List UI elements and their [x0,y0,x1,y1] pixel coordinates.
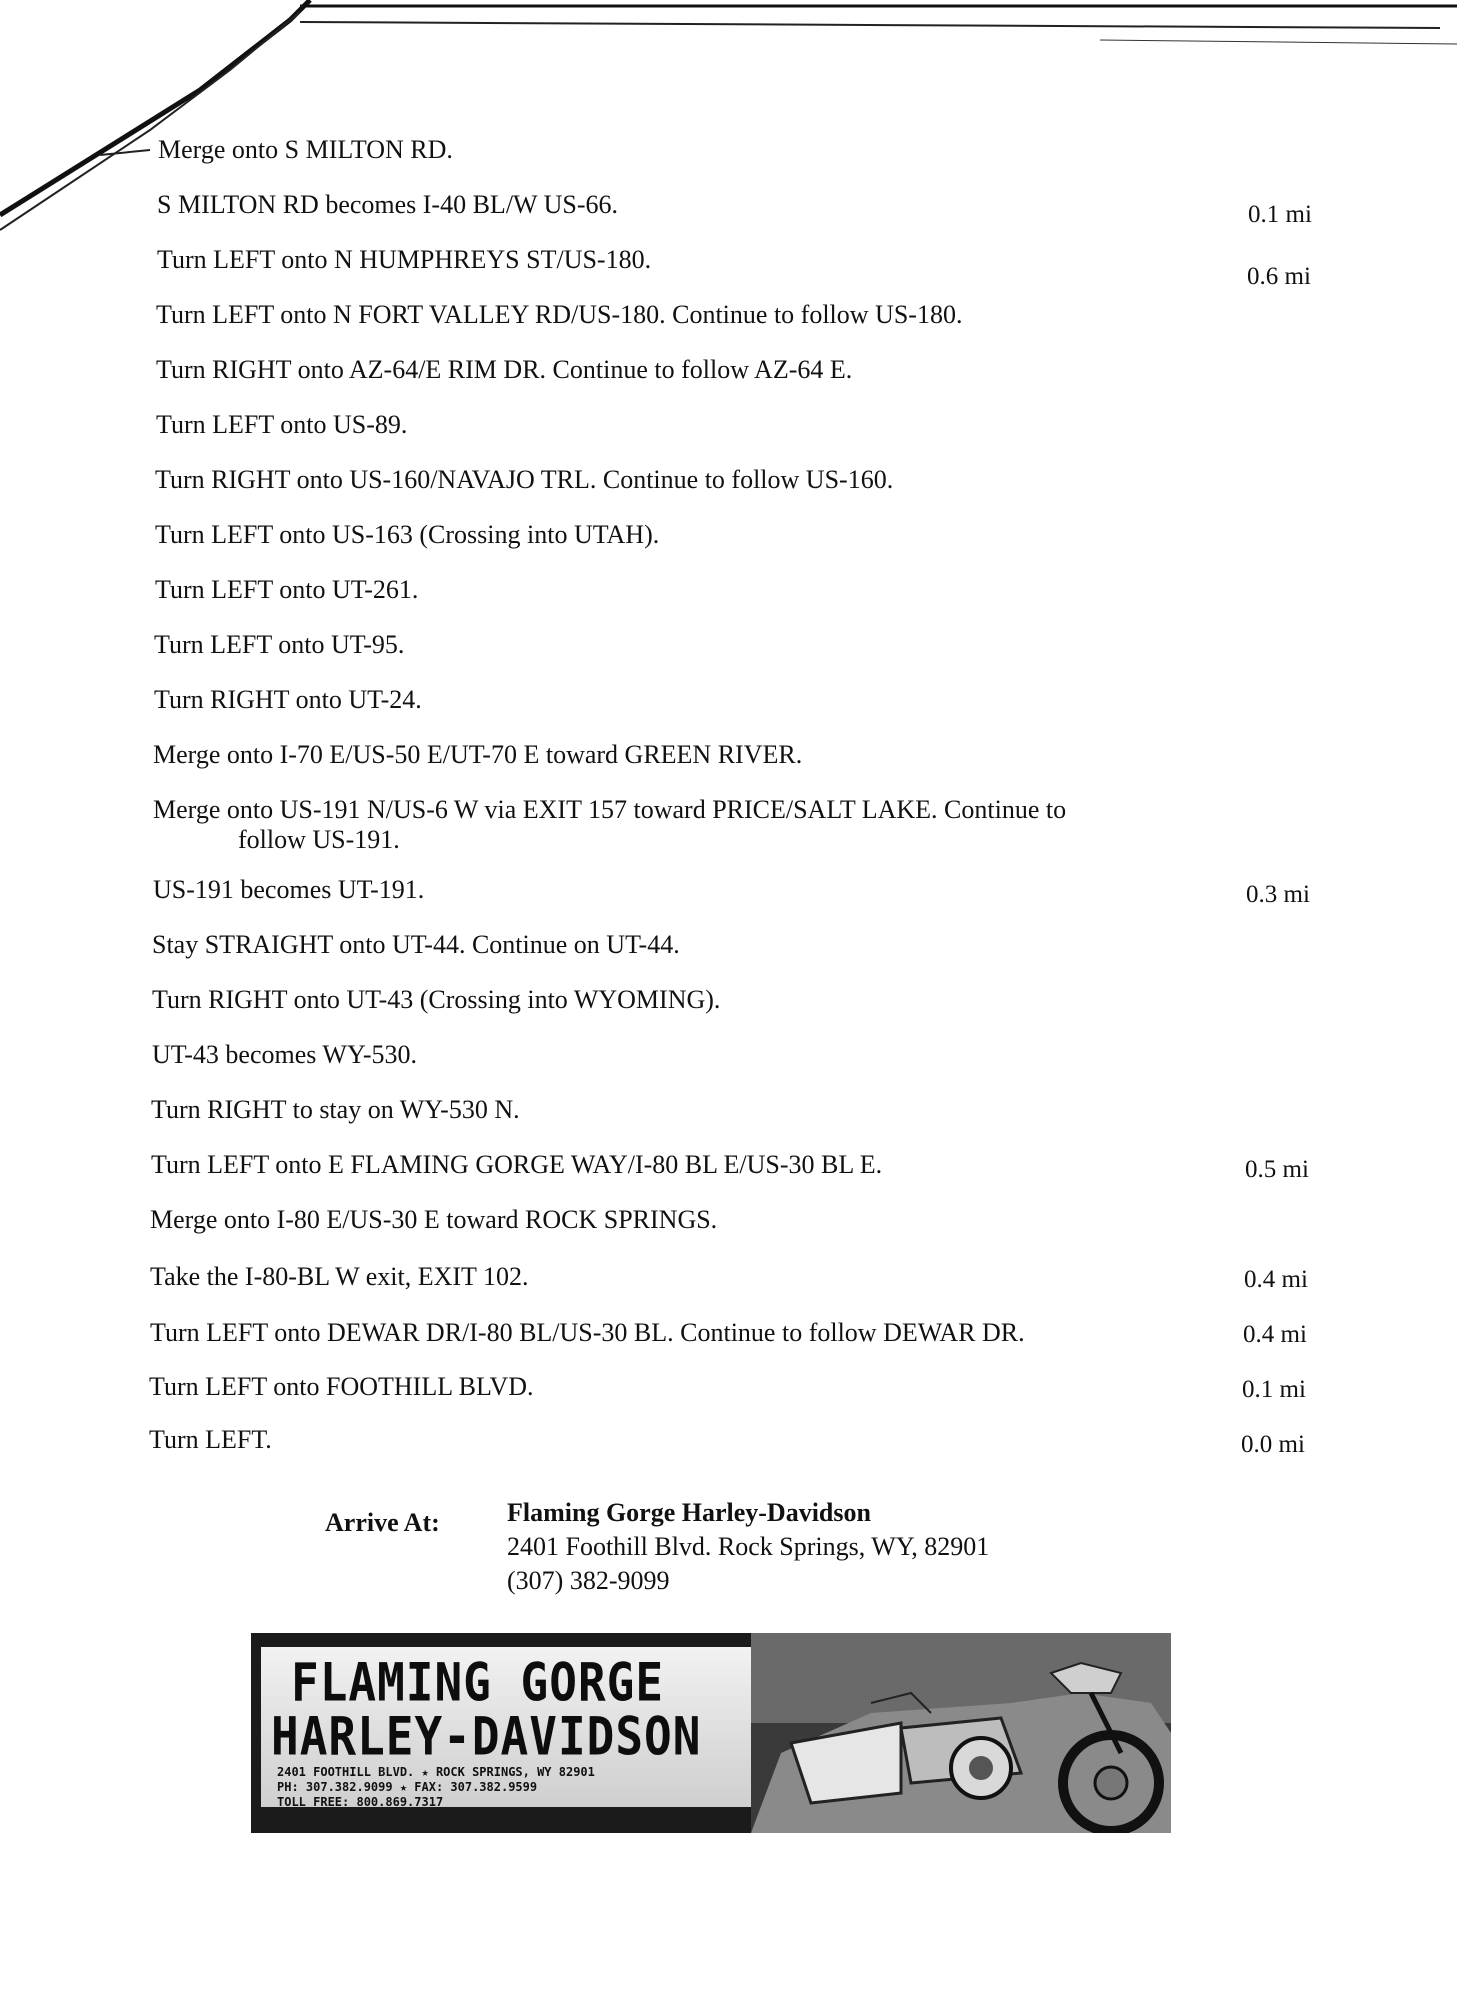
direction-step [157,190,618,220]
direction-step [152,1040,417,1070]
destination-address: 2401 Foothill Blvd. Rock Springs, WY, 82901 [507,1532,990,1561]
direction-text: Turn LEFT. [149,1425,272,1454]
destination-name: Flaming Gorge Harley-Davidson [507,1498,871,1527]
direction-step [155,465,893,495]
direction-text: Merge onto S MILTON RD. [158,135,453,164]
direction-step [156,300,962,330]
direction-text: S MILTON RD becomes I-40 BL/W US-66. [157,190,619,219]
direction-text: Turn LEFT onto DEWAR DR/I-80 BL/US-30 BL. Continue to follow DEWAR DR. [150,1318,1025,1347]
direction-step [150,1262,528,1292]
direction-text: Turn LEFT onto US-89. [156,410,408,439]
direction-step [153,875,424,905]
direction-step [156,410,407,440]
direction-step [154,630,404,660]
direction-distance: 0.1 mi [1248,201,1312,228]
dealer-banner [251,1633,1171,1833]
direction-step [152,985,720,1015]
direction-step [152,930,680,960]
direction-distance: 0.6 mi [1247,263,1311,290]
direction-text: Turn RIGHT onto US-160/NAVAJO TRL. Continue to follow US-160. [155,465,894,494]
banner-phone-fax: PH: 307.382.9099 ★ FAX: 307.382.9599 [277,1780,538,1794]
direction-distance: 0.5 mi [1245,1156,1309,1183]
direction-text: Merge onto I-80 E/US-30 E toward ROCK SPRINGS. [150,1205,718,1234]
direction-distance: 0.0 mi [1241,1431,1305,1458]
direction-step [157,245,651,275]
arrive-label: Arrive At: [325,1508,440,1537]
direction-text: Turn RIGHT onto AZ-64/E RIM DR. Continue to follow AZ-64 E. [156,355,853,384]
direction-distance: 0.4 mi [1243,1321,1307,1348]
banner-toll-free: TOLL FREE: 800.869.7317 [277,1795,444,1809]
direction-step [153,795,1066,855]
destination-phone: (307) 382-9099 [507,1566,670,1595]
direction-text: Turn LEFT onto UT-261. [155,575,419,604]
direction-step [154,685,422,715]
banner-address: 2401 FOOTHILL BLVD. ★ ROCK SPRINGS, WY 82901 [277,1765,595,1779]
direction-distance: 0.1 mi [1242,1376,1306,1403]
direction-text: Turn RIGHT onto UT-43 (Crossing into WYOMING). [152,985,721,1014]
banner-title-line2: HARLEY-DAVIDSON [271,1705,702,1768]
direction-text: Turn LEFT onto UT-95. [154,630,405,659]
destination [507,1496,989,1598]
direction-text: Turn LEFT onto US-163 (Crossing into UTAH). [155,520,660,549]
direction-step [158,135,453,165]
direction-text: Turn LEFT onto E FLAMING GORGE WAY/I-80 BL E/US-30 BL E. [151,1150,883,1179]
direction-step [156,355,852,385]
direction-text: US-191 becomes UT-191. [153,875,425,904]
direction-text: Stay STRAIGHT onto UT-44. Continue on UT-44. [152,930,680,959]
direction-text: Turn RIGHT to stay on WY-530 N. [151,1095,520,1124]
direction-text: Merge onto US-191 N/US-6 W via EXIT 157 toward PRICE/SALT LAKE. Continue to [153,795,1067,824]
motorcycle-icon [751,1633,1171,1833]
direction-step [155,520,659,550]
direction-step [155,575,418,605]
banner-title-line1: FLAMING GORGE [291,1651,665,1714]
direction-step [153,740,802,770]
direction-text-continued: follow US-191. [238,825,400,854]
direction-step [151,1095,520,1125]
direction-text: UT-43 becomes WY-530. [152,1040,418,1069]
direction-text: Take the I-80-BL W exit, EXIT 102. [150,1262,529,1291]
direction-text: Turn LEFT onto N HUMPHREYS ST/US-180. [157,245,652,274]
direction-step [151,1150,882,1180]
direction-step [149,1372,534,1402]
direction-distance: 0.4 mi [1244,1266,1308,1293]
direction-distance: 0.3 mi [1246,881,1310,908]
direction-text: Turn RIGHT onto UT-24. [154,685,422,714]
direction-step [150,1318,1025,1348]
direction-step [150,1205,717,1235]
direction-text: Turn LEFT onto N FORT VALLEY RD/US-180. Continue to follow US-180. [156,300,963,329]
direction-text: Turn LEFT onto FOOTHILL BLVD. [149,1372,534,1401]
direction-text: Merge onto I-70 E/US-50 E/UT-70 E toward GREEN RIVER. [153,740,803,769]
direction-step [149,1425,272,1455]
